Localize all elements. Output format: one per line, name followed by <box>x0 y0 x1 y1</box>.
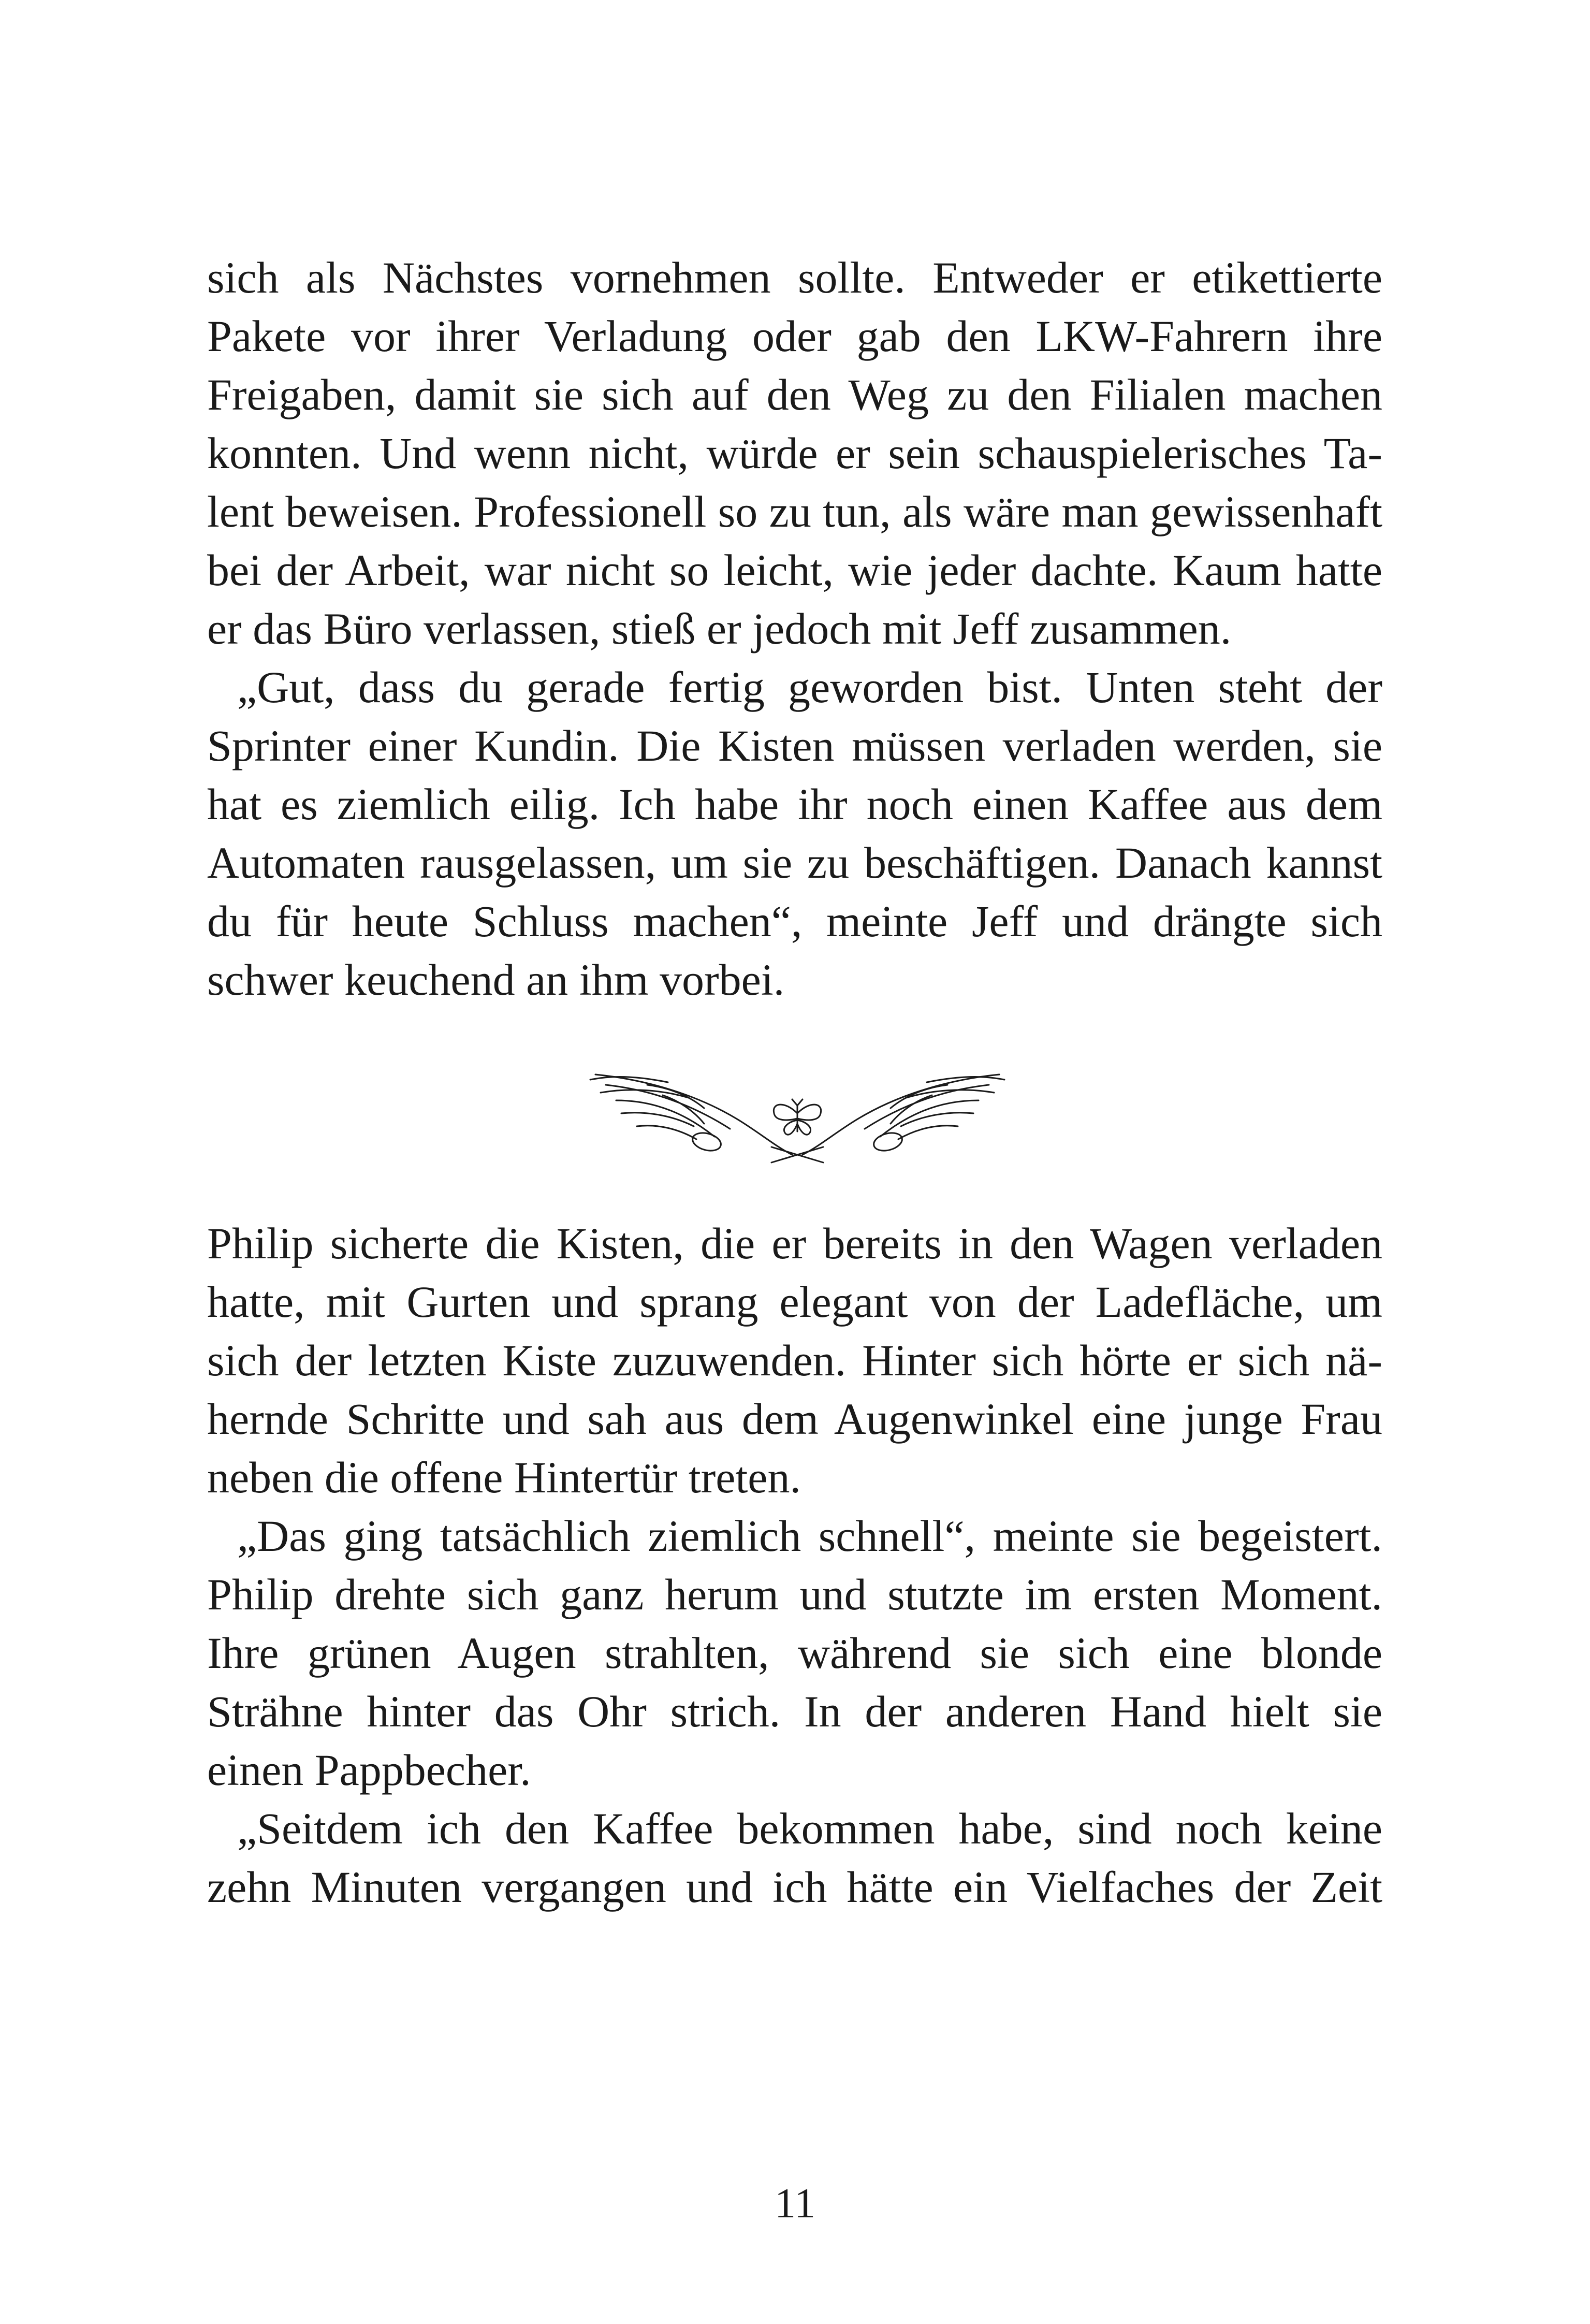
text-line: hernde Schritte und sah aus dem Augenwinkel eine junge Frau <box>207 1394 1382 1444</box>
wheat-butterfly-ornament-icon <box>585 1064 1010 1168</box>
text-line: „Das ging tatsächlich ziemlich schnell“, meinte sie begeistert. <box>237 1511 1382 1561</box>
text-line: schwer keuchend an ihm vorbei. <box>207 955 785 1005</box>
text-line: zehn Minuten vergangen und ich hätte ein Vielfaches der Zeit <box>207 1862 1382 1912</box>
text-line: konnten. Und wenn nicht, würde er sein schauspielerisches Ta- <box>207 428 1382 478</box>
text-line: Philip sicherte die Kisten, die er bereits in den Wagen verladen <box>207 1218 1382 1268</box>
text-block-1 <box>207 249 1382 1009</box>
text-line: hat es ziemlich eilig. Ich habe ihr noch einen Kaffee aus dem <box>207 779 1382 829</box>
text-line: du für heute Schluss machen“, meinte Jeff und drängte sich <box>207 896 1382 946</box>
text-line: Philip drehte sich ganz herum und stutzte im ersten Moment. <box>207 1570 1382 1619</box>
text-line: hatte, mit Gurten und sprang elegant von der Ladefläche, um <box>207 1277 1382 1327</box>
text-line: „Gut, dass du gerade fertig geworden bist. Unten steht der <box>237 662 1382 712</box>
text-line: lent beweisen. Professionell so zu tun, als wäre man gewissenhaft <box>207 487 1382 536</box>
text-line: Pakete vor ihrer Verladung oder gab den LKW-Fahrern ihre <box>207 311 1382 361</box>
text-line: neben die offene Hintertür treten. <box>207 1452 801 1502</box>
text-line: Automaten rausgelassen, um sie zu beschäftigen. Danach kannst <box>207 838 1382 888</box>
text-line: Strähne hinter das Ohr strich. In der anderen Hand hielt sie <box>207 1687 1382 1736</box>
text-line: er das Büro verlassen, stieß er jedoch mit Jeff zusammen. <box>207 604 1232 653</box>
text-line: „Seitdem ich den Kaffee bekommen habe, sind noch keine <box>237 1804 1382 1853</box>
text-line: Sprinter einer Kundin. Die Kisten müssen verladen werden, sie <box>207 721 1382 771</box>
text-block-2 <box>207 1214 1382 1916</box>
text-line: Freigaben, damit sie sich auf den Weg zu den Filialen machen <box>207 370 1382 419</box>
text-line: einen Pappbecher. <box>207 1745 531 1795</box>
text-line: bei der Arbeit, war nicht so leicht, wie jeder dachte. Kaum hatte <box>207 545 1382 595</box>
text-line: Ihre grünen Augen strahlten, während sie sich eine blonde <box>207 1628 1382 1678</box>
text-line: sich der letzten Kiste zuzuwenden. Hinter sich hörte er sich nä- <box>207 1335 1382 1385</box>
text-line: sich als Nächstes vornehmen sollte. Entweder er etikettierte <box>207 253 1382 302</box>
page-number: 11 <box>775 2180 815 2227</box>
